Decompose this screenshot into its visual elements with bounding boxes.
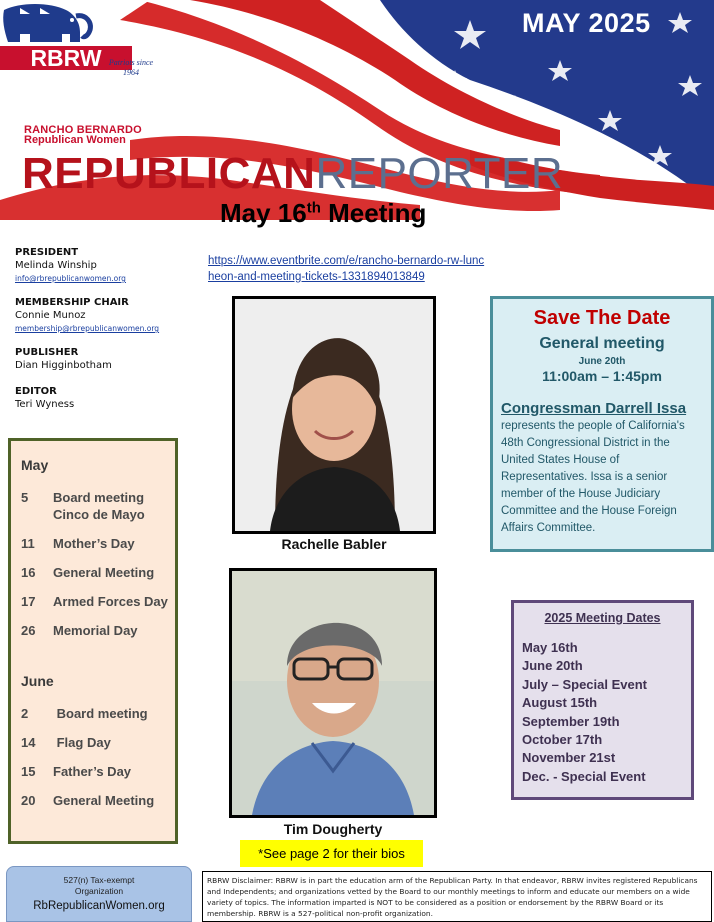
meeting-date: September 19th [522,713,620,729]
events-calendar [8,438,178,844]
meeting-date: October 17th [522,732,603,748]
calendar-day: 16 [21,565,36,580]
meeting-date: July – Special Event [522,676,648,692]
save-the-date-time: 11:00am – 1:45pm [542,368,662,384]
calendar-item [21,535,175,552]
calendar-day: 20 [21,793,36,808]
calendar-event: Mother’s Day [53,536,135,551]
disclaimer-text: RBRW Disclaimer: RBRW is in part the education arm of the Republican Party. In that endeavor, RBRW invites registered Republicans and Independents; and organizations vetted by the Board to our monthly meetings to inform and educate our members on a wide variety of topics. The information imparted is NOT to be considered as a position or endorsement by the RBRW Board or its membership. RBRW is a 527-political non-profit organization. [202,871,712,922]
meeting-date: May 16th [522,640,578,655]
calendar-item [21,564,175,581]
featured-speaker-description: represents the people of California's 48th Congressional District in the United States House of Representatives. Issa is a senior member of the House Judiciary Committee and the House Foreign Affairs Committee. [501,420,685,534]
save-the-date-box [490,296,714,552]
save-the-date-subtitle: General meeting [539,335,665,352]
calendar-item [21,705,175,722]
calendar-event: Memorial Day [53,623,138,638]
speaker-portrait-icon [235,299,433,531]
meeting-dates-box [511,600,694,800]
website-link[interactable]: RbRepublicanWomen.org [33,900,165,912]
logo-tagline: Patriots since 1964 [108,58,154,77]
meeting-date: November 21st [522,750,616,766]
calendar-item [21,622,175,639]
meeting-date: June 20th [522,658,583,674]
newsletter-title-a: REPUBLICAN [22,149,316,198]
featured-speaker-name: Congressman Darrell Issa [501,400,687,417]
calendar-item [21,593,175,610]
issue-date: MAY 2025 [522,8,651,38]
officer-membership-chair [15,296,205,334]
officer-name: Teri Wyness [15,399,75,410]
calendar-day: 14 [21,735,36,750]
meeting-title-suffix: th [306,199,321,217]
masthead-banner [0,0,714,220]
officers-list [15,246,205,424]
officer-email-link[interactable]: info@rbrepublicanwomen.org [15,274,126,283]
meeting-title [220,198,426,229]
logo-subtitle-1: RANCHO BERNARDO [24,124,142,136]
logo-subtitle-2: Republican Women [24,134,126,146]
speaker-photo-1 [232,296,436,534]
calendar-day: 2 [21,706,29,721]
officer-email-link[interactable]: membership@rbrepublicanwomen.org [15,324,160,333]
calendar-item [21,763,175,780]
calendar-event: Father’s Day [53,764,132,779]
officer-editor [15,385,205,412]
newsletter-title-b: REPORTER [315,149,564,198]
tax-line-1: 527(n) Tax-exempt [63,875,135,885]
officer-name: Dian Higginbotham [15,360,112,371]
officer-publisher [15,346,205,373]
eventbrite-link[interactable]: https://www.eventbrite.com/e/rancho-bernardo-rw-luncheon-and-meeting-tickets-1331894013849 [208,255,485,283]
officer-role: EDITOR [15,386,57,397]
calendar-event: Armed Forces Day [53,594,168,609]
meeting-date: Dec. - Special Event [522,768,646,784]
calendar-event: General Meeting [53,793,155,808]
meeting-title-rest: Meeting [320,198,427,228]
calendar-spacer [21,651,175,673]
calendar-item [21,792,175,809]
calendar-event: Board meeting Cinco de Mayo [53,490,145,522]
meeting-date: August 15th [522,695,598,711]
calendar-item [21,489,175,523]
speaker-name-1: Rachelle Babler [281,536,387,552]
calendar-event: Flag Day [53,735,111,750]
calendar-day: 5 [21,490,29,505]
bios-note: *See page 2 for their bios [240,840,423,867]
speaker-photo-2 [229,568,437,818]
officer-role: MEMBERSHIP CHAIR [15,297,129,308]
officer-role: PUBLISHER [15,347,79,358]
calendar-day: 11 [21,536,35,551]
calendar-event: General Meeting [53,565,155,580]
calendar-day: 26 [21,623,36,638]
calendar-day: 15 [21,764,36,779]
officer-president [15,246,205,284]
tax-line-2: Organization [74,886,124,896]
save-the-date-date: June 20th [578,356,626,367]
officer-name: Connie Munoz [15,310,86,321]
calendar-event: Board meeting [53,706,148,721]
calendar-month-june: June [21,673,54,689]
speaker-name-2: Tim Dougherty [283,821,383,837]
calendar-month-may: May [21,457,49,473]
speaker-portrait-icon [232,571,434,815]
calendar-item [21,734,175,751]
tax-exempt-box [6,866,192,922]
newsletter-title [22,148,563,200]
elephant-logo-icon [0,0,136,100]
officer-role: PRESIDENT [15,247,79,258]
meeting-dates-title: 2025 Meeting Dates [544,611,661,625]
save-the-date-title: Save The Date [533,307,671,329]
logo-acronym: RBRW [30,45,102,71]
calendar-day: 17 [21,594,36,609]
officer-name: Melinda Winship [15,260,97,271]
meeting-title-main: May 16 [220,198,307,228]
